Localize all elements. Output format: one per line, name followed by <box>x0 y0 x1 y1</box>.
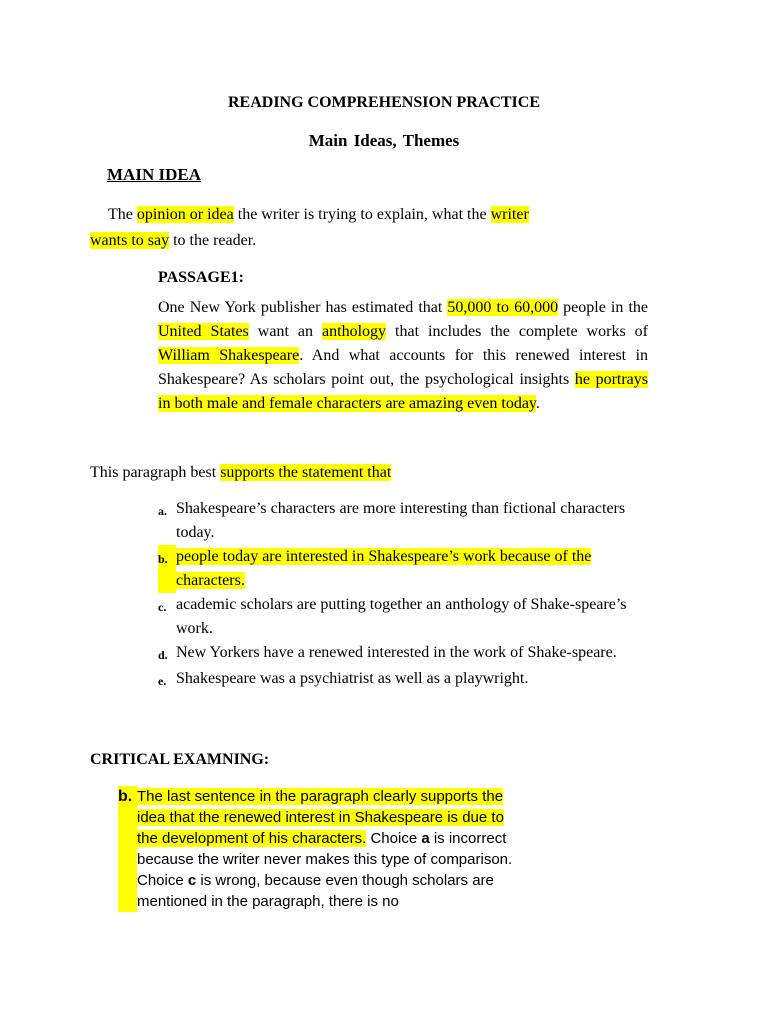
page-subtitle: Main Ideas, Themes <box>308 131 460 150</box>
option-text: people today are interested in Shakespeare’s work because of the characters. <box>176 548 592 589</box>
option-letter: e. <box>158 674 167 688</box>
section-heading-main-idea: MAIN IDEA <box>107 165 201 184</box>
highlight-insights: he portrays in both male and female characters are amazing even today <box>158 371 649 412</box>
option-e[interactable] <box>158 667 628 693</box>
highlight-question: supports the statement that <box>220 464 392 481</box>
highlight-opinion-or-idea: opinion or idea <box>136 206 234 223</box>
option-a[interactable] <box>158 497 628 545</box>
option-d[interactable] <box>158 641 628 667</box>
highlight-anthology: anthology <box>322 323 387 340</box>
option-letter: c. <box>158 600 167 614</box>
section-heading-critical: CRITICAL EXAMNING: <box>90 751 270 768</box>
highlight-number: 50,000 to 60,000 <box>447 299 559 316</box>
option-letter: d. <box>158 648 168 662</box>
passage-label: PASSAGE1: <box>158 269 244 286</box>
option-letter: a. <box>158 504 167 518</box>
option-text: Shakespeare’s characters are more interesting than fictional characters today. <box>176 500 626 541</box>
option-c[interactable] <box>158 593 628 641</box>
option-text: academic scholars are putting together an anthology of Shake-speare’s work. <box>176 596 627 637</box>
highlight-wants-to-say: wants to say <box>90 232 170 249</box>
answer-options <box>158 497 628 693</box>
passage-text: One New York publisher has estimated that 50,000 to 60,000 people in the United States want an anthology that includes the complete works of William Shakespeare. And what accounts for this renewed interest in Shakespeare? As scholars point out, the psychological insights he portrays in both male and female characters are amazing even today. <box>158 299 649 412</box>
answer-explanation <box>118 786 518 912</box>
explanation-text: The last sentence in the paragraph clearly supports the idea that the renewed interest in Shakespeare is due to the development of his characters. Choice a is incorrect because the writer never makes this type of comparison. Choice c is wrong, because even though scholars are mentioned in the paragraph, there is no <box>137 788 513 910</box>
highlight-shakespeare: William Shakespeare <box>158 347 300 364</box>
question-stem: This paragraph best supports the statement that <box>90 464 392 481</box>
option-text: New Yorkers have a renewed interested in the work of Shake-speare. <box>176 644 617 661</box>
page-title: READING COMPREHENSION PRACTICE <box>227 94 541 111</box>
option-b[interactable] <box>158 545 628 593</box>
option-letter: b. <box>158 545 176 593</box>
highlight-united-states: United States <box>158 323 249 340</box>
answer-letter: b. <box>118 786 137 912</box>
main-idea-definition: The opinion or idea the writer is trying to explain, what the writer wants to say to the reader. <box>90 206 529 249</box>
highlight-writer: writer <box>490 206 529 223</box>
option-text: Shakespeare was a psychiatrist as well as a playwright. <box>176 670 529 687</box>
highlight-explanation: The last sentence in the paragraph clearly supports the idea that the renewed interest in Shakespeare is due to the development of his characters. <box>137 788 504 847</box>
